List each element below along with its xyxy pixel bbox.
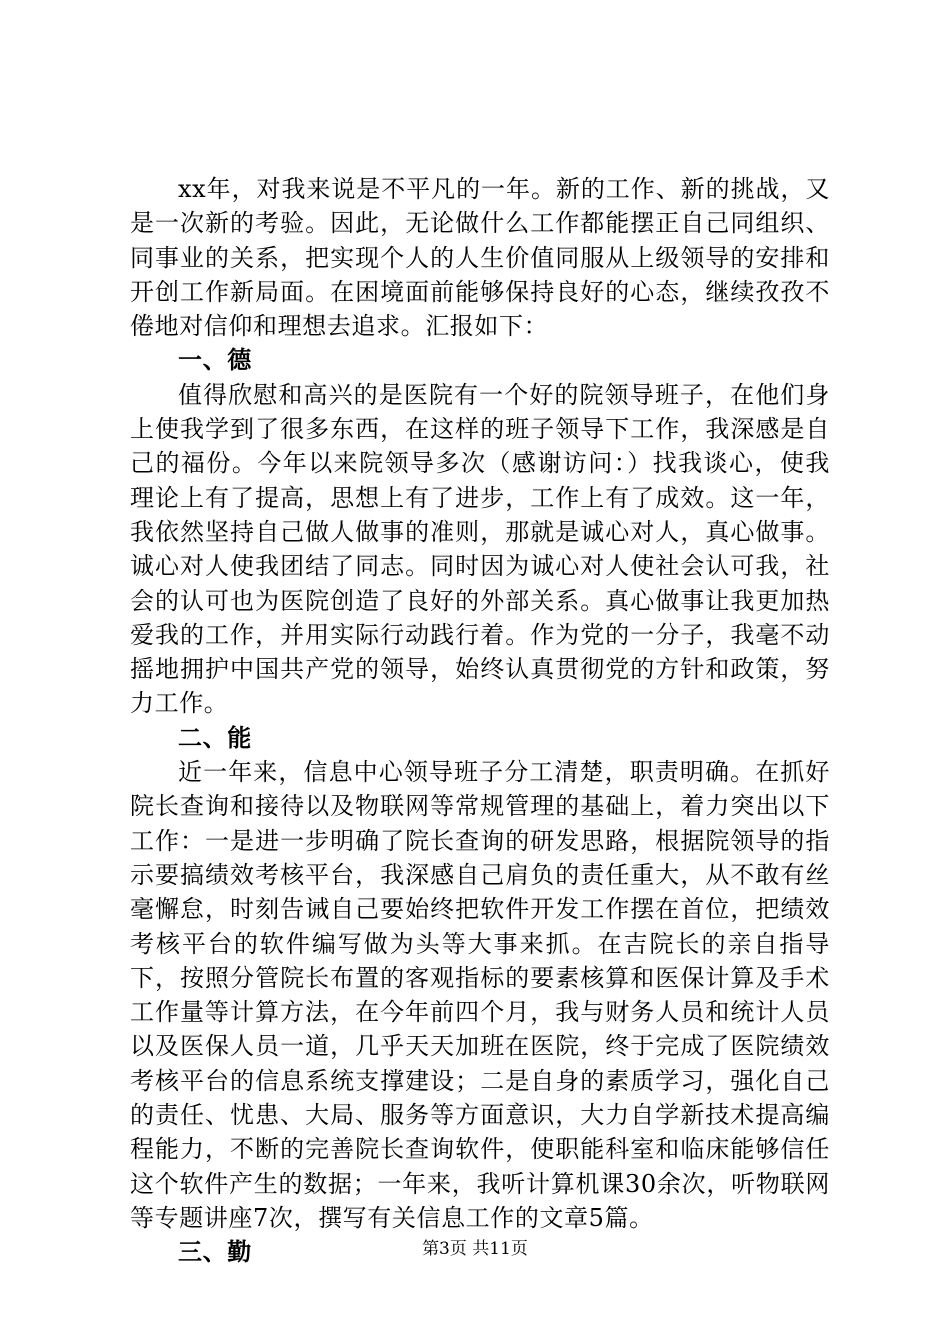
- intro-paragraph: xx年，对我来说是不平凡的一年。新的工作、新的挑战，又是一次新的考验。因此，无论做什么工作都能摆正自己同组织、同事业的关系，把实现个人的人生价值同服从上级领导的安排和开创工作新局面。在困境面前能够保持良好的心态，继续孜孜不倦地对信仰和理想去追求。汇报如下：: [130, 175, 830, 341]
- section-heading-de: 一、德: [178, 345, 252, 375]
- document-body: [130, 172, 830, 1270]
- section-paragraph-de: 值得欣慰和高兴的是医院有一个好的院领导班子，在他们身上使我学到了很多东西，在这样的班子领导下工作，我深感是自己的福份。今年以来院领导多次（感谢访问：）找我谈心，使我理论上有了提高，思想上有了进步，工作上有了成效。这一年，我依然坚持自己做人做事的准则，那就是诚心对人，真心做事。诚心对人使我团结了同志。同时因为诚心对人使社会认可我，社会的认可也为医院创造了良好的外部关系。真心做事让我更加热爱我的工作，并用实际行动践行着。作为党的一分子，我毫不动摇地拥护中国共产党的领导，始终认真贯彻党的方针和政策，努力工作。: [130, 380, 830, 718]
- section-heading-qin: 三、勤: [178, 1237, 252, 1267]
- page-number-footer: 第3页 共11页: [422, 1239, 528, 1259]
- section-heading-neng: 二、能: [178, 722, 252, 752]
- section-paragraph-neng: 近一年来，信息中心领导班子分工清楚，职责明确。在抓好院长查询和接待以及物联网等常规管理的基础上，着力突出以下工作：一是进一步明确了院长查询的研发思路，根据院领导的指示要搞绩效考核平台，我深感自己肩负的责任重大，从不敢有丝毫懈怠，时刻告诫自己要始终把软件开发工作摆在首位，把绩效考核平台的软件编写做为头等大事来抓。在吉院长的亲自指导下，按照分管院长布置的客观指标的要素核算和医保计算及手术工作量等计算方法，在今年前四个月，我与财务人员和统计人员以及医保人员一道，几乎天天加班在医院，终于完成了医院绩效考核平台的信息系统支撑建设；二是自身的素质学习，强化自己的责任、忧患、大局、服务等方面意识，大力自学新技术提高编程能力，不断的完善院长查询软件，使职能科室和临床能够信任这个软件产生的数据；一年来，我听计算机课30余次，听物联网等专题讲座7次，撰写有关信息工作的文章5篇。: [130, 758, 830, 1232]
